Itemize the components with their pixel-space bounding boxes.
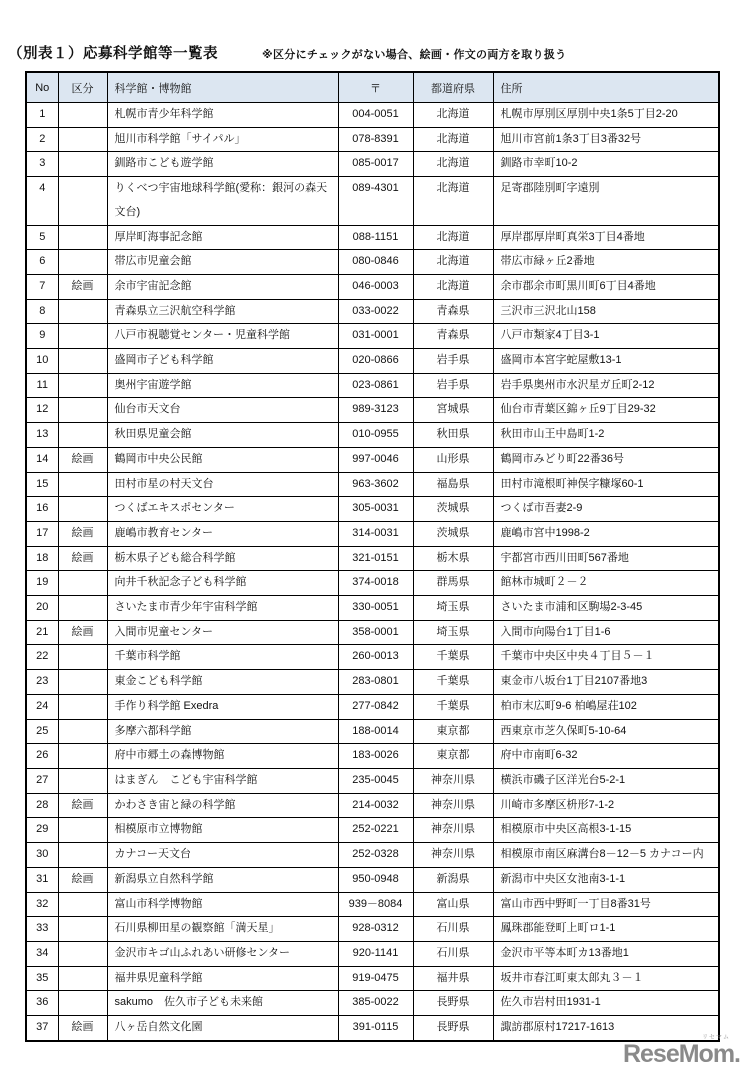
cell-no: 14: [26, 447, 58, 472]
cell-museum-name: 府中市郷土の森博物館: [107, 744, 338, 769]
cell-postal-code: 031-0001: [338, 324, 413, 349]
cell-no: 2: [26, 127, 58, 152]
cell-address: 西東京市芝久保町5-10-64: [493, 719, 719, 744]
cell-kubun: [58, 596, 107, 621]
cell-kubun: 絵画: [58, 546, 107, 571]
cell-address: さいたま市浦和区駒場2-3-45: [493, 596, 719, 621]
cell-no: 23: [26, 670, 58, 695]
header-no: No: [26, 72, 58, 103]
cell-postal-code: 391-0115: [338, 1016, 413, 1041]
cell-kubun: [58, 941, 107, 966]
cell-address: 府中市南町6-32: [493, 744, 719, 769]
cell-museum-name: 旭川市科学館「サイパル」: [107, 127, 338, 152]
cell-kubun: [58, 818, 107, 843]
cell-kubun: [58, 892, 107, 917]
cell-postal-code: 330-0051: [338, 596, 413, 621]
table-row: [26, 274, 719, 299]
cell-postal-code: 046-0003: [338, 274, 413, 299]
table-row: [26, 177, 719, 225]
table-row: [26, 867, 719, 892]
table-row: [26, 250, 719, 275]
cell-prefecture: 北海道: [413, 127, 493, 152]
cell-prefecture: 埼玉県: [413, 620, 493, 645]
cell-address: 厚岸郡厚岸町真栄3丁目4番地: [493, 225, 719, 250]
cell-no: 28: [26, 793, 58, 818]
cell-postal-code: 950-0948: [338, 867, 413, 892]
cell-no: 25: [26, 719, 58, 744]
cell-kubun: 絵画: [58, 521, 107, 546]
cell-prefecture: 岩手県: [413, 349, 493, 374]
cell-postal-code: 089-4301: [338, 177, 413, 225]
cell-kubun: [58, 472, 107, 497]
table-row: [26, 373, 719, 398]
table-row: [26, 571, 719, 596]
watermark-furigana: リセマム: [702, 1035, 730, 1041]
table-row: [26, 670, 719, 695]
cell-prefecture: 富山県: [413, 892, 493, 917]
cell-postal-code: 214-0032: [338, 793, 413, 818]
cell-postal-code: 252-0328: [338, 843, 413, 868]
cell-museum-name: 青森県立三沢航空科学館: [107, 299, 338, 324]
cell-address: 足寄郡陸別町字遠別: [493, 177, 719, 225]
cell-address: 東金市八坂台1丁目2107番地3: [493, 670, 719, 695]
cell-no: 11: [26, 373, 58, 398]
cell-address: 坂井市春江町東太郎丸３－１: [493, 966, 719, 991]
cell-prefecture: 石川県: [413, 917, 493, 942]
table-row: [26, 892, 719, 917]
cell-postal-code: 283-0801: [338, 670, 413, 695]
cell-prefecture: 岩手県: [413, 373, 493, 398]
cell-museum-name: カナコー天文台: [107, 843, 338, 868]
cell-museum-name: 栃木県子ども総合科学館: [107, 546, 338, 571]
cell-no: 13: [26, 423, 58, 448]
cell-museum-name: 鹿嶋市教育センター: [107, 521, 338, 546]
cell-no: 32: [26, 892, 58, 917]
cell-address: 新潟市中央区女池南3-1-1: [493, 867, 719, 892]
cell-no: 33: [26, 917, 58, 942]
cell-address: 盛岡市本宮字蛇屋敷13-1: [493, 349, 719, 374]
cell-museum-name: 多摩六都科学館: [107, 719, 338, 744]
cell-no: 15: [26, 472, 58, 497]
cell-museum-name: かわさき宙と緑の科学館: [107, 793, 338, 818]
cell-prefecture: 神奈川県: [413, 843, 493, 868]
cell-prefecture: 宮城県: [413, 398, 493, 423]
cell-no: 9: [26, 324, 58, 349]
table-row: [26, 1016, 719, 1041]
cell-kubun: [58, 349, 107, 374]
header-prefecture: 都道府県: [413, 72, 493, 103]
cell-prefecture: 北海道: [413, 177, 493, 225]
cell-postal-code: 358-0001: [338, 620, 413, 645]
cell-address: 鹿嶋市宮中1998-2: [493, 521, 719, 546]
cell-address: 千葉市中央区中央４丁目５－１: [493, 645, 719, 670]
cell-postal-code: 260-0013: [338, 645, 413, 670]
cell-kubun: [58, 991, 107, 1016]
header-postal-code: 〒: [338, 72, 413, 103]
cell-museum-name: 石川県柳田星の観察館「満天星」: [107, 917, 338, 942]
cell-postal-code: 010-0955: [338, 423, 413, 448]
cell-postal-code: 080-0846: [338, 250, 413, 275]
cell-kubun: [58, 670, 107, 695]
cell-address: 相模原市南区麻溝台8－12－5 カナコー内: [493, 843, 719, 868]
table-row: [26, 818, 719, 843]
cell-no: 29: [26, 818, 58, 843]
table-row: [26, 991, 719, 1016]
cell-museum-name: 福井県児童科学館: [107, 966, 338, 991]
table-row: [26, 103, 719, 128]
cell-address: 余市郡余市町黒川町6丁目4番地: [493, 274, 719, 299]
cell-prefecture: 北海道: [413, 274, 493, 299]
cell-museum-name: さいたま市青少年宇宙科学館: [107, 596, 338, 621]
cell-postal-code: 078-8391: [338, 127, 413, 152]
cell-postal-code: 183-0026: [338, 744, 413, 769]
cell-no: 10: [26, 349, 58, 374]
cell-prefecture: 神奈川県: [413, 818, 493, 843]
cell-kubun: 絵画: [58, 867, 107, 892]
cell-address: 旭川市宮前1条3丁目3番32号: [493, 127, 719, 152]
cell-museum-name: 奥州宇宙遊学館: [107, 373, 338, 398]
cell-address: 鳳珠郡能登町上町ロ1-1: [493, 917, 719, 942]
cell-museum-name: 厚岸町海事記念館: [107, 225, 338, 250]
cell-prefecture: 北海道: [413, 103, 493, 128]
cell-prefecture: 青森県: [413, 299, 493, 324]
cell-postal-code: 374-0018: [338, 571, 413, 596]
cell-no: 12: [26, 398, 58, 423]
cell-kubun: 絵画: [58, 620, 107, 645]
table-row: [26, 843, 719, 868]
cell-address: 宇都宮市西川田町567番地: [493, 546, 719, 571]
cell-address: 八戸市類家4丁目3-1: [493, 324, 719, 349]
cell-postal-code: 385-0022: [338, 991, 413, 1016]
cell-prefecture: 長野県: [413, 1016, 493, 1041]
cell-prefecture: 長野県: [413, 991, 493, 1016]
cell-address: 秋田市山王中島町1-2: [493, 423, 719, 448]
page-title: （別表１）応募科学館等一覧表: [8, 46, 218, 62]
cell-no: 36: [26, 991, 58, 1016]
cell-address: 富山市西中野町一丁目8番31号: [493, 892, 719, 917]
table-row: [26, 497, 719, 522]
cell-postal-code: 314-0031: [338, 521, 413, 546]
cell-museum-name: 新潟県立自然科学館: [107, 867, 338, 892]
cell-museum-name: 鶴岡市中央公民館: [107, 447, 338, 472]
cell-kubun: [58, 966, 107, 991]
header-kubun: 区分: [58, 72, 107, 103]
cell-no: 30: [26, 843, 58, 868]
cell-prefecture: 北海道: [413, 250, 493, 275]
cell-postal-code: 252-0221: [338, 818, 413, 843]
resemom-watermark-logo: [623, 1034, 740, 1069]
table-row: [26, 966, 719, 991]
cell-kubun: [58, 103, 107, 128]
cell-no: 18: [26, 546, 58, 571]
cell-postal-code: 277-0842: [338, 694, 413, 719]
cell-no: 21: [26, 620, 58, 645]
cell-no: 7: [26, 274, 58, 299]
cell-address: 岩手県奥州市水沢星ガ丘町2-12: [493, 373, 719, 398]
cell-no: 34: [26, 941, 58, 966]
table-row: [26, 152, 719, 177]
table-header-row: [26, 72, 719, 103]
cell-no: 5: [26, 225, 58, 250]
cell-museum-name: 相模原市立博物館: [107, 818, 338, 843]
cell-prefecture: 千葉県: [413, 645, 493, 670]
cell-kubun: [58, 250, 107, 275]
cell-prefecture: 山形県: [413, 447, 493, 472]
header-address: 住所: [493, 72, 719, 103]
cell-postal-code: 023-0861: [338, 373, 413, 398]
cell-museum-name: 手作り科学館 Exedra: [107, 694, 338, 719]
cell-museum-name: 向井千秋記念子ども科学館: [107, 571, 338, 596]
cell-address: 三沢市三沢北山158: [493, 299, 719, 324]
cell-kubun: [58, 843, 107, 868]
cell-postal-code: 235-0045: [338, 768, 413, 793]
cell-museum-name: つくばエキスポセンター: [107, 497, 338, 522]
cell-kubun: [58, 177, 107, 225]
cell-kubun: [58, 744, 107, 769]
cell-no: 20: [26, 596, 58, 621]
museum-table: [25, 71, 720, 1042]
cell-address: 帯広市緑ヶ丘2番地: [493, 250, 719, 275]
cell-address: 金沢市平等本町カ13番地1: [493, 941, 719, 966]
cell-no: 8: [26, 299, 58, 324]
table-row: [26, 768, 719, 793]
cell-prefecture: 青森県: [413, 324, 493, 349]
cell-postal-code: 989-3123: [338, 398, 413, 423]
cell-address: 館林市城町２－２: [493, 571, 719, 596]
cell-kubun: [58, 299, 107, 324]
cell-kubun: [58, 571, 107, 596]
cell-prefecture: 石川県: [413, 941, 493, 966]
cell-postal-code: 928-0312: [338, 917, 413, 942]
cell-address: 鶴岡市みどり町22番36号: [493, 447, 719, 472]
cell-prefecture: 新潟県: [413, 867, 493, 892]
cell-prefecture: 埼玉県: [413, 596, 493, 621]
cell-postal-code: 004-0051: [338, 103, 413, 128]
museum-table-body: [26, 103, 719, 1041]
cell-address: 仙台市青葉区錦ヶ丘9丁目29-32: [493, 398, 719, 423]
table-row: [26, 299, 719, 324]
cell-museum-name: 八ヶ岳自然文化園: [107, 1016, 338, 1041]
cell-prefecture: 福井県: [413, 966, 493, 991]
cell-prefecture: 栃木県: [413, 546, 493, 571]
cell-no: 1: [26, 103, 58, 128]
cell-postal-code: 920-1141: [338, 941, 413, 966]
cell-kubun: [58, 423, 107, 448]
cell-kubun: [58, 373, 107, 398]
cell-kubun: 絵画: [58, 274, 107, 299]
cell-prefecture: 東京都: [413, 719, 493, 744]
cell-no: 16: [26, 497, 58, 522]
cell-no: 31: [26, 867, 58, 892]
table-row: [26, 324, 719, 349]
cell-no: 27: [26, 768, 58, 793]
cell-museum-name: りくべつ宇宙地球科学館(愛称：銀河の森天文台): [107, 177, 338, 225]
table-row: [26, 521, 719, 546]
cell-museum-name: 仙台市天文台: [107, 398, 338, 423]
cell-no: 22: [26, 645, 58, 670]
cell-prefecture: 千葉県: [413, 670, 493, 695]
cell-postal-code: 321-0151: [338, 546, 413, 571]
cell-address: つくば市吾妻2-9: [493, 497, 719, 522]
cell-address: 相模原市中央区高根3-1-15: [493, 818, 719, 843]
table-row: [26, 645, 719, 670]
cell-prefecture: 福島県: [413, 472, 493, 497]
cell-kubun: [58, 497, 107, 522]
cell-postal-code: 020-0866: [338, 349, 413, 374]
cell-address: 柏市末広町9-6 柏嶋屋荘102: [493, 694, 719, 719]
table-row: [26, 127, 719, 152]
cell-prefecture: 東京都: [413, 744, 493, 769]
cell-kubun: [58, 324, 107, 349]
cell-museum-name: 帯広市児童会館: [107, 250, 338, 275]
table-row: [26, 596, 719, 621]
cell-no: 19: [26, 571, 58, 596]
cell-museum-name: 八戸市視聴覚センター・児童科学館: [107, 324, 338, 349]
table-row: [26, 941, 719, 966]
cell-no: 35: [26, 966, 58, 991]
cell-postal-code: 033-0022: [338, 299, 413, 324]
cell-prefecture: 北海道: [413, 225, 493, 250]
table-row: [26, 398, 719, 423]
cell-museum-name: 田村市星の村天文台: [107, 472, 338, 497]
cell-museum-name: 千葉市科学館: [107, 645, 338, 670]
cell-museum-name: 入間市児童センター: [107, 620, 338, 645]
cell-museum-name: 札幌市青少年科学館: [107, 103, 338, 128]
cell-no: 26: [26, 744, 58, 769]
cell-museum-name: 秋田県児童会館: [107, 423, 338, 448]
cell-museum-name: 釧路市こども遊学館: [107, 152, 338, 177]
cell-no: 37: [26, 1016, 58, 1041]
table-row: [26, 546, 719, 571]
cell-kubun: 絵画: [58, 793, 107, 818]
cell-kubun: [58, 398, 107, 423]
watermark-text: ReseMom.: [622, 1040, 740, 1068]
cell-prefecture: 群馬県: [413, 571, 493, 596]
header-museum-name: 科学館・博物館: [107, 72, 338, 103]
cell-no: 4: [26, 177, 58, 225]
cell-kubun: [58, 719, 107, 744]
cell-address: 川崎市多摩区枡形7-1-2: [493, 793, 719, 818]
cell-address: 諏訪郡原村17217-1613: [493, 1016, 719, 1041]
cell-postal-code: 188-0014: [338, 719, 413, 744]
table-row: [26, 917, 719, 942]
cell-postal-code: 963-3602: [338, 472, 413, 497]
cell-museum-name: sakumo 佐久市子ども未来館: [107, 991, 338, 1016]
cell-postal-code: 939－8084: [338, 892, 413, 917]
table-row: [26, 744, 719, 769]
cell-museum-name: はまぎん こども宇宙科学館: [107, 768, 338, 793]
table-row: [26, 694, 719, 719]
table-row: [26, 225, 719, 250]
cell-museum-name: 金沢市キゴ山ふれあい研修センター: [107, 941, 338, 966]
table-row: [26, 620, 719, 645]
cell-no: 3: [26, 152, 58, 177]
cell-kubun: 絵画: [58, 447, 107, 472]
cell-postal-code: 305-0031: [338, 497, 413, 522]
table-row: [26, 349, 719, 374]
cell-museum-name: 盛岡市子ども科学館: [107, 349, 338, 374]
cell-museum-name: 余市宇宙記念館: [107, 274, 338, 299]
cell-address: 横浜市磯子区洋光台5-2-1: [493, 768, 719, 793]
cell-prefecture: 茨城県: [413, 521, 493, 546]
cell-prefecture: 秋田県: [413, 423, 493, 448]
cell-prefecture: 千葉県: [413, 694, 493, 719]
cell-prefecture: 神奈川県: [413, 768, 493, 793]
cell-prefecture: 神奈川県: [413, 793, 493, 818]
cell-address: 田村市滝根町神俣字糠塚60-1: [493, 472, 719, 497]
cell-kubun: [58, 645, 107, 670]
cell-postal-code: 997-0046: [338, 447, 413, 472]
document-header: [8, 42, 566, 63]
cell-postal-code: 085-0017: [338, 152, 413, 177]
cell-address: 札幌市厚別区厚別中央1条5丁目2-20: [493, 103, 719, 128]
cell-kubun: [58, 127, 107, 152]
cell-no: 24: [26, 694, 58, 719]
cell-address: 入間市向陽台1丁目1-6: [493, 620, 719, 645]
cell-no: 6: [26, 250, 58, 275]
cell-prefecture: 北海道: [413, 152, 493, 177]
cell-kubun: [58, 152, 107, 177]
cell-kubun: [58, 225, 107, 250]
table-row: [26, 719, 719, 744]
table-row: [26, 472, 719, 497]
cell-museum-name: 富山市科学博物館: [107, 892, 338, 917]
cell-kubun: [58, 917, 107, 942]
cell-museum-name: 東金こども科学館: [107, 670, 338, 695]
cell-postal-code: 088-1151: [338, 225, 413, 250]
cell-address: 佐久市岩村田1931-1: [493, 991, 719, 1016]
cell-address: 釧路市幸町10-2: [493, 152, 719, 177]
cell-kubun: [58, 694, 107, 719]
page-note: ※区分にチェックがない場合、絵画・作文の両方を取り扱う: [262, 49, 567, 61]
cell-kubun: 絵画: [58, 1016, 107, 1041]
table-row: [26, 793, 719, 818]
table-row: [26, 423, 719, 448]
cell-no: 17: [26, 521, 58, 546]
table-row: [26, 447, 719, 472]
cell-prefecture: 茨城県: [413, 497, 493, 522]
cell-kubun: [58, 768, 107, 793]
cell-postal-code: 919-0475: [338, 966, 413, 991]
